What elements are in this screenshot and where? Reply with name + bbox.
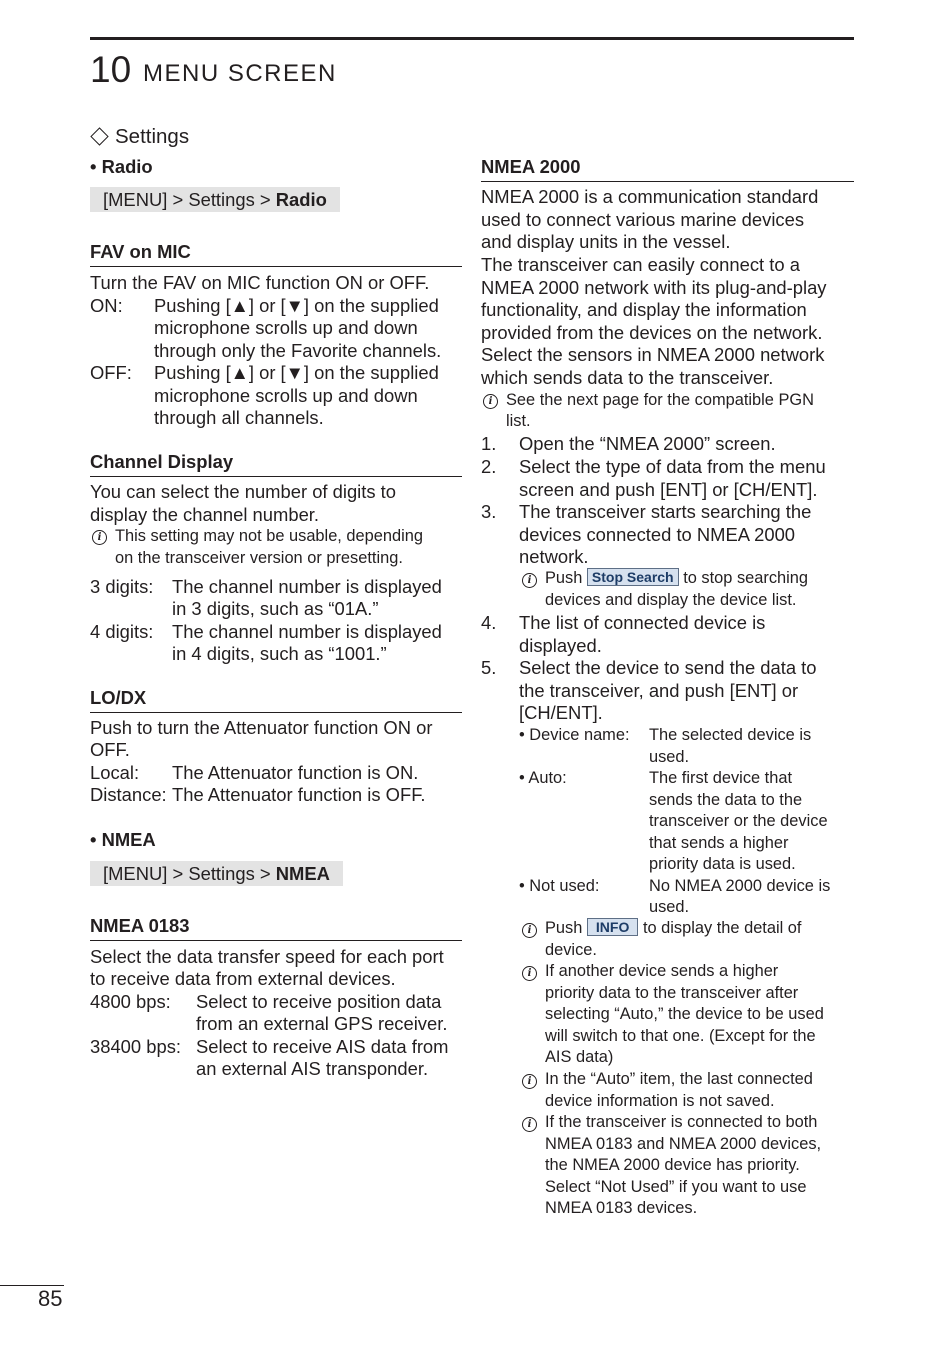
option-label: • Device name:: [519, 726, 630, 744]
settings-heading: Settings: [115, 125, 190, 148]
distance-label: Distance:: [90, 784, 167, 805]
baud-4800-text: Select to receive position data: [196, 991, 442, 1012]
baud-4800-text: from an external GPS receiver.: [196, 1013, 448, 1034]
option-text: The first device that: [649, 769, 793, 787]
nmea-2000-heading: NMEA 2000: [481, 156, 854, 182]
nmea-2000-intro: which sends data to the transceiver.: [481, 367, 774, 388]
lodx-intro: Push to turn the Attenuator function ON or: [90, 717, 433, 738]
step-text: Open the “NMEA 2000” screen.: [519, 433, 776, 454]
pgn-note: list.: [506, 412, 531, 430]
info-circle-icon: i: [522, 923, 537, 938]
step-text: network.: [519, 546, 589, 567]
info-circle-icon: i: [92, 530, 107, 545]
nmea-bullet: • NMEA: [90, 829, 156, 850]
channel-display-note: on the transceiver version or presetting.: [115, 549, 403, 567]
note-text: the NMEA 2000 device has priority.: [545, 1156, 800, 1174]
info-circle-icon: i: [522, 966, 537, 981]
chapter-number: 10: [90, 49, 132, 90]
info-circle-icon: i: [483, 394, 498, 409]
baud-38400-text: an external AIS transponder.: [196, 1058, 429, 1079]
nmea-0183-intro: to receive data from external devices.: [90, 968, 396, 989]
step-text: The list of connected device is: [519, 612, 766, 633]
fav-on-text: Pushing [▲] or [▼] on the supplied: [154, 295, 439, 316]
step-number: 5.: [481, 657, 497, 678]
nmea-2000-intro: functionality, and display the information: [481, 299, 807, 320]
channel-display-heading: Channel Display: [90, 451, 462, 477]
note-text: Select “Not Used” if you want to use: [545, 1178, 807, 1196]
note-text: priority data to the transceiver after: [545, 984, 799, 1002]
baud-38400-label: 38400 bps:: [90, 1036, 182, 1057]
digits-3-label: 3 digits:: [90, 576, 154, 597]
note-text: device information is not saved.: [545, 1092, 775, 1110]
stop-search-button[interactable]: Stop Search: [587, 568, 679, 586]
step-text: screen and push [ENT] or [CH/ENT].: [519, 479, 818, 500]
nmea-2000-intro: Select the sensors in NMEA 2000 network: [481, 344, 825, 365]
fav-on-text: microphone scrolls up and down: [154, 317, 418, 338]
step-text: the transceiver, and push [ENT] or: [519, 680, 799, 701]
fav-off-text: microphone scrolls up and down: [154, 385, 418, 406]
nmea-2000-intro: and display units in the vessel.: [481, 231, 731, 252]
step-text: Select the type of data from the menu: [519, 456, 826, 477]
radio-menu-path: [MENU] > Settings > Radio: [90, 187, 340, 212]
info-button[interactable]: INFO: [587, 918, 638, 936]
option-text: used.: [649, 748, 690, 766]
pgn-note: See the next page for the compatible PGN: [506, 391, 814, 409]
lodx-intro: OFF.: [90, 739, 130, 760]
step-text: devices connected to NMEA 2000: [519, 524, 796, 545]
option-label: • Not used:: [519, 877, 600, 895]
option-text: that sends a higher: [649, 834, 789, 852]
lodx-heading: LO/DX: [90, 687, 462, 713]
note-text: NMEA 0183 and NMEA 2000 devices,: [545, 1135, 822, 1153]
nmea-2000-intro: NMEA 2000 network with its plug-and-play: [481, 277, 827, 298]
digits-3-text: in 3 digits, such as “01A.”: [172, 598, 379, 619]
info-circle-icon: i: [522, 1117, 537, 1132]
fav-intro: Turn the FAV on MIC function ON or OFF.: [90, 272, 430, 293]
info-button-note: device.: [545, 941, 597, 959]
diamond-outline-icon: [90, 127, 108, 145]
local-label: Local:: [90, 762, 140, 783]
info-circle-icon: i: [522, 573, 537, 588]
radio-bullet: • Radio: [90, 156, 153, 177]
fav-off-label: OFF:: [90, 362, 132, 383]
step-number: 3.: [481, 501, 497, 522]
fav-off-text: through all channels.: [154, 407, 324, 428]
option-text: The selected device is: [649, 726, 812, 744]
step-number: 1.: [481, 433, 497, 454]
nmea-2000-intro: provided from the devices on the network.: [481, 322, 823, 343]
step-text: Select the device to send the data to: [519, 657, 817, 678]
channel-display-intro: display the channel number.: [90, 504, 320, 525]
digits-3-text: The channel number is displayed: [172, 576, 442, 597]
page-number: 85: [38, 1286, 63, 1311]
digits-4-text: in 4 digits, such as “1001.”: [172, 643, 387, 664]
header-rule: [90, 37, 854, 40]
channel-display-note: This setting may not be usable, depending: [115, 527, 423, 545]
channel-display-intro: You can select the number of digits to: [90, 481, 397, 502]
step-text: displayed.: [519, 635, 602, 656]
fav-on-mic-heading: FAV on MIC: [90, 241, 462, 267]
local-text: The Attenuator function is ON.: [172, 762, 419, 783]
note-text: If another device sends a higher: [545, 962, 779, 980]
option-label: • Auto:: [519, 769, 567, 787]
digits-4-label: 4 digits:: [90, 621, 154, 642]
nmea-2000-intro: The transceiver can easily connect to a: [481, 254, 800, 275]
nmea-0183-intro: Select the data transfer speed for each port: [90, 946, 444, 967]
note-text: If the transceiver is connected to both: [545, 1113, 818, 1131]
digits-4-text: The channel number is displayed: [172, 621, 442, 642]
fav-on-text: through only the Favorite channels.: [154, 340, 442, 361]
option-text: priority data is used.: [649, 855, 796, 873]
stop-search-note: devices and display the device list.: [545, 591, 797, 609]
nmea-menu-path: [MENU] > Settings > NMEA: [90, 861, 343, 886]
nmea-0183-heading: NMEA 0183: [90, 915, 462, 941]
nmea-2000-intro: NMEA 2000 is a communication standard: [481, 186, 819, 207]
baud-4800-label: 4800 bps:: [90, 991, 171, 1012]
note-text: AIS data): [545, 1048, 614, 1066]
option-text: transceiver or the device: [649, 812, 828, 830]
note-text: will switch to that one. (Except for the: [545, 1027, 816, 1045]
note-text: selecting “Auto,” the device to be used: [545, 1005, 824, 1023]
distance-text: The Attenuator function is OFF.: [172, 784, 426, 805]
option-text: used.: [649, 898, 690, 916]
nmea-2000-intro: used to connect various marine devices: [481, 209, 805, 230]
info-button-note: Push INFO to display the detail of: [545, 919, 802, 937]
chapter-title: MENU SCREEN: [143, 60, 337, 87]
option-text: sends the data to the: [649, 791, 803, 809]
stop-search-note: Push Stop Search to stop searching: [545, 569, 809, 587]
note-text: In the “Auto” item, the last connected: [545, 1070, 813, 1088]
info-circle-icon: i: [522, 1074, 537, 1089]
step-text: [CH/ENT].: [519, 702, 603, 723]
step-number: 4.: [481, 612, 497, 633]
fav-off-text: Pushing [▲] or [▼] on the supplied: [154, 362, 439, 383]
option-text: No NMEA 2000 device is: [649, 877, 831, 895]
step-number: 2.: [481, 456, 497, 477]
step-text: The transceiver starts searching the: [519, 501, 812, 522]
baud-38400-text: Select to receive AIS data from: [196, 1036, 449, 1057]
note-text: NMEA 0183 devices.: [545, 1199, 698, 1217]
fav-on-label: ON:: [90, 295, 123, 316]
